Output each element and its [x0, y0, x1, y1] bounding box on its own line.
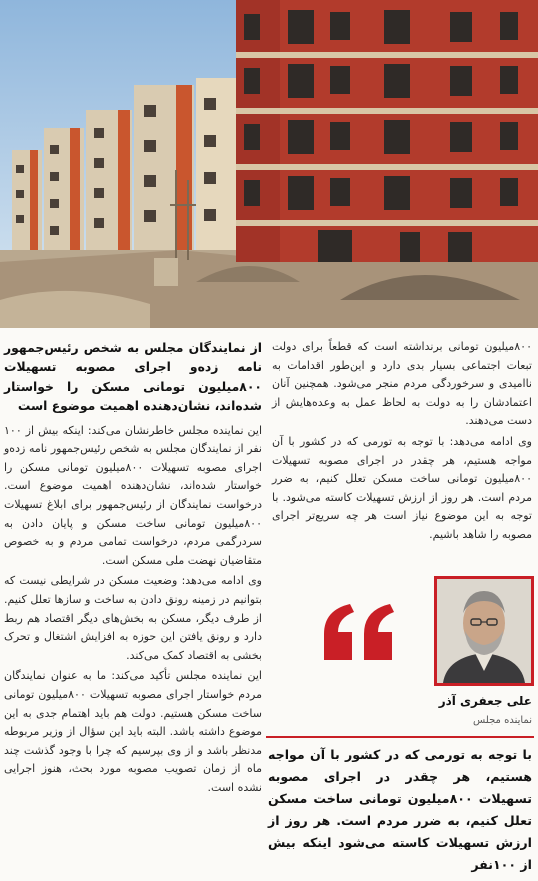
body-paragraph: ۸۰۰میلیون تومانی برنداشته است که قطعاً برای دولت تبعات اجتماعی بسیار بدی دارد و این‌طور اقدامات به ناامیدی و سرخوردگی مردم منجر می‌شود. همچنین آنان اعتمادشان را به دولت به لحاظ عمل به وعده‌هایش از دست می‌دهند.	[272, 340, 532, 428]
pull-quote: با توجه به تورمی که در کشور با آن مواجه هستیم، هر چقدر در اجرای مصوبه تسهیلات ۸۰۰میلیون تومانی ساخت مسکن تعلل کنیم، به ضرر مردم است. هر روز از ارزش تسهیلات کاسته می‌شود اینکه بیش از ۱۰۰نفر	[268, 747, 532, 872]
article-photo	[0, 0, 538, 328]
speaker-name: علی جعفری آذر	[438, 694, 532, 708]
body-paragraph: این نماینده مجلس خاطرنشان می‌کند: اینکه بیش از ۱۰۰ نفر از نمایندگان مجلس به شخص رئیس‌جمهور نامه زده‌و اجرای مصوبه تسهیلات ۸۰۰میلیون تومانی مسکن را خواستار شده‌اند، نشان‌دهنده اهمیت موضوع است. درخواست نمایندگان از رئیس‌جمهور برای ابلاغ تسهیلات ۸۰۰میلیون تومانی ساخت مسکن و پایان دادن به سردرگمی مردم، درخواست تمامی مردم و به خصوص متقاضیان نهضت ملی مسکن است.	[4, 423, 262, 567]
body-paragraph: این نماینده مجلس تأکید می‌کند: ما به عنوان نمایندگان مردم خواستار اجرای مصوبه تسهیلات ۸۰۰میلیون تومانی ساخت مسکن هستیم. دولت هم باید اهتمام جدی به این موضوع داشته باشد. البته باید این سؤال از وزیر مربوطه مدنظر باشد و از وی بپرسیم که چرا با وجود گذشت چند ماه از زمان تصویب مصوبه مورد بحث، هنوز اجرایی نشده است.	[4, 669, 262, 794]
speaker-portrait	[434, 576, 534, 686]
article-right-column	[272, 338, 532, 547]
body-paragraph: وی ادامه می‌دهد: وضعیت مسکن در شرایطی نیست که بتوانیم در زمینه رونق دادن به ساخت و سازها تعلل کنیم. از طرف دیگر، مسکن به بخش‌های دیگر اقتصاد هم ربط دارد و رونق یافتن این حوزه به افزایش اشتغال و تحرک بخشی به اقتصاد کمک می‌کند.	[4, 574, 262, 662]
quote-mark-icon	[320, 600, 400, 664]
lead-paragraph: از نمایندگان مجلس به شخص رئیس‌جمهور نامه زده‌و اجرای مصوبه تسهیلات ۸۰۰میلیون تومانی مسکن را خواستار شده‌اند، نشان‌دهنده اهمیت موضوع است	[4, 340, 262, 414]
body-paragraph: وی ادامه می‌دهد: با توجه به تورمی که در کشور با آن مواجه هستیم، هر چقدر در اجرای مصوبه تسهیلات ۸۰۰میلیون تومانی ساخت مسکن تعلل کنیم، به ضرر مردم است. هر روز از ارزش تسهیلات کاسته می‌شود. با توجه به این موضوع نیاز است هر چه سریع‌تر اجرای مصوبه را شاهد باشیم.	[272, 434, 532, 541]
article-left-column	[4, 338, 262, 800]
speaker-profile	[298, 576, 534, 736]
speaker-title: نماینده مجلس	[473, 715, 532, 726]
pull-quote-divider	[266, 736, 534, 738]
